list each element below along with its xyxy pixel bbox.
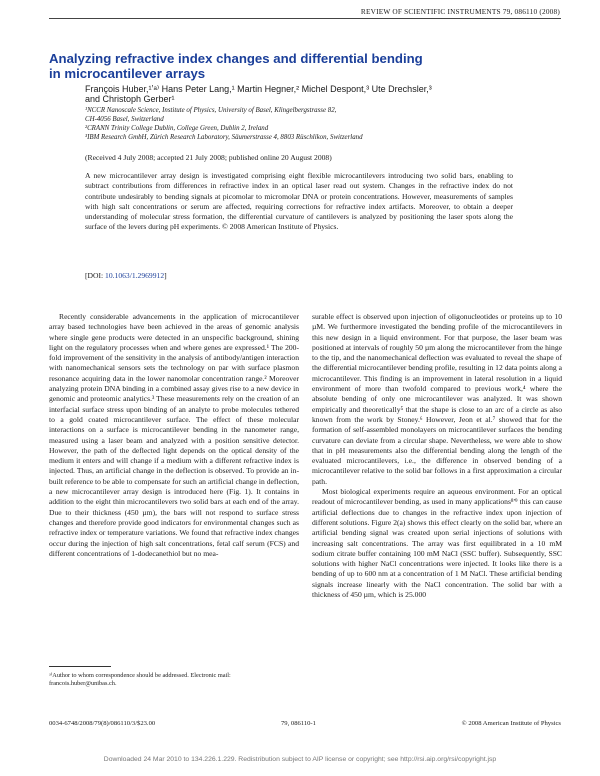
doi-link[interactable]: 10.1063/1.2969912 xyxy=(105,271,165,280)
affiliation-line: ¹NCCR Nanoscale Science, Institute of Physics, University of Basel, Klingelbergstrasse 82, xyxy=(85,107,337,114)
footer-copyright: © 2008 American Institute of Physics xyxy=(461,720,561,727)
authors-line-2: and Christoph Gerber¹ xyxy=(85,94,175,105)
doi-reference xyxy=(85,271,167,280)
doi-suffix: ] xyxy=(164,271,167,280)
body-column-left xyxy=(49,312,299,559)
footer-code: 0034-6748/2008/79(8)/086110/3/$23.00 xyxy=(49,720,156,727)
download-notice: Downloaded 24 Mar 2010 to 134.226.1.229. Redistribution subject to AIP license or copyright; see http://rsi.aip.org/rsi/copyright.jsp xyxy=(103,756,497,763)
affiliations xyxy=(85,106,505,142)
correspondence-footnote: ᵃ⁾Author to whom correspondence should be addressed. Electronic mail: francois.huber@unibas.ch. xyxy=(49,672,231,687)
abstract-text: A new microcantilever array design is investigated comprising eight flexible microcantilevers introducing two solid bars, enabling to subtract contributions from differences in refractive index in an optical laser read out system. Changes in the refractive index do not contribute undesirably to bending signals at picomolar to micromolar DNA or protein concentrations. However, measurements of samples with high salt concentrations or serum are affected, requiring corrections for refractive index artifacts. Moreover, to obtain a deeper understanding of molecular stress formation, the differential curvature of cantilevers is analyzed by positioning the laser spots along the surface of the levers during pH experiments. © 2008 American Institute of Physics. xyxy=(85,171,513,232)
received-dates: (Received 4 July 2008; accepted 21 July 2008; published online 20 August 2008) xyxy=(85,153,332,162)
title-line-1: Analyzing refractive index changes and differential bending xyxy=(49,51,423,66)
body-paragraph: Most biological experiments require an aqueous environment. For an optical readout of microcantilever bending, as used in many applications⁸'⁹ this can cause artificial deflections due to changes in the refractive index upon injection of different solutions. Figure 2(a) shows this effect clearly on the solid bar, where an artificial bending signal was created upon serial injections of solutions with increasing salt concentrations. The array was first equilibrated in a 10 mM sodium citrate buffer containing 100 mM NaCl (SSC buffer). Subsequently, SSC solutions with higher NaCl concentrations were injected. It looks like there is a bending of up to 600 nm at a concentration of 1 M NaCl. These artificial bending signals increase linearly with the NaCl concentration. The solid bar with a thickness of 450 µm, which is 25.000 xyxy=(312,487,562,600)
affiliation-line: CH-4056 Basel, Switzerland xyxy=(85,116,164,123)
header-rule xyxy=(49,18,561,19)
doi-prefix: [DOI: xyxy=(85,271,106,280)
article-title xyxy=(49,52,519,81)
footer-page-number: 79, 086110-1 xyxy=(281,720,316,727)
body-paragraph: surable effect is observed upon injection of oligonucleotides or proteins up to 10 µM. We furthermore investigated the bending profile of the microcantilevers in this new design in a liquid environment. For that purpose, the laser beam was positioned at intervals of roughly 50 µm along the microcantilever from the hinge to the tip, and the nanomechanical deflection was evaluated to reveal the shape of the differential microcantilever bending profile, resulting in 12 data points along a microcantilever. This finding is an improvement in lateral resolution in a liquid environment of more than twofold compared to previous work,⁴ where the absolute bending of only one microcantilever was analyzed. It was shown empirically and theoretically⁵ that the shape is close to an arc of a circle as also known from the work by Stoney.⁶ However, Jeon et al.⁷ showed that for the formation of self-assembled monolayers on microcantilever surfaces the bending curvature can deviate from a circular shape. Nevertheless, we were able to show that in pH measurements also the differential bending along the length of the evaluated microcantilevers, i.e., the difference in observed bending of a microcantilever relative to the solid bar follows in a first approximation a circular path. xyxy=(312,312,562,486)
body-paragraph: Recently considerable advancements in the application of microcantilever array based technologies have been achieved in the areas of genomic analysis where single gene products were detected in an unspecific background, shining light on the regulatory processes when and where genes are expressed.¹ The 200-fold improvement of the sensitivity in the analysis of antibody/antigen interaction with nanomechanical sensors sets the technology on par with surface plasmon resonance acquiring data in the lower nanomolar concentration range.² Moreover analyzing protein DNA binding in a combined assay gives rise to a new device in genomic and proteomic analytics.³ These measurements rely on the creation of an interfacial surface stress upon binding of an analyte to probe molecules tethered to a gold coated microcantilever surface. The effect of these molecular interactions on a surface is microcantilever bending in the nanometer range, measured using a laser beam and analyzed with a position sensitive detector. However, the path of the deflected light depends on the optical density of the medium it enters and will change if a medium with a different refractive index is injected. Thus, an artificial change in the deflection is observed. To provide an in-built reference to be able to compensate for such an artificial change in deflection, a new microcantilever array design is introduced here (Fig. 1). It contains in addition to the eight thin microcantilevers two solid bars at each end of the array. Due to their thickness (450 µm), the bars will not respond to surface stress changes and therefore provide good indicators for environmental changes such as refractive index or temperature variations. We found that refractive index changes occur during the injection of high salt concentrations, fetal calf serum (FCS) and different concentrations of 1-dodecanethiol but no mea- xyxy=(49,312,299,558)
body-column-right xyxy=(312,312,562,600)
author-list xyxy=(85,84,505,105)
affiliation-line: ³IBM Research GmbH, Zürich Research Laboratory, Säumerstrasse 4, 8803 Rüschlikon, Switzerland xyxy=(85,134,363,141)
title-line-2: in microcantilever arrays xyxy=(49,65,206,81)
footnote-rule xyxy=(49,666,111,667)
page-footer xyxy=(49,720,561,730)
journal-header: REVIEW OF SCIENTIFIC INSTRUMENTS 79, 086110 (2008) xyxy=(360,7,560,16)
authors-line-1: François Huber,¹ʼᵃ⁾ Hans Peter Lang,¹ Martin Hegner,² Michel Despont,³ Ute Drechsler,³ xyxy=(85,84,432,94)
affiliation-line: ²CRANN Trinity College Dublin, College Green, Dublin 2, Ireland xyxy=(85,125,269,132)
